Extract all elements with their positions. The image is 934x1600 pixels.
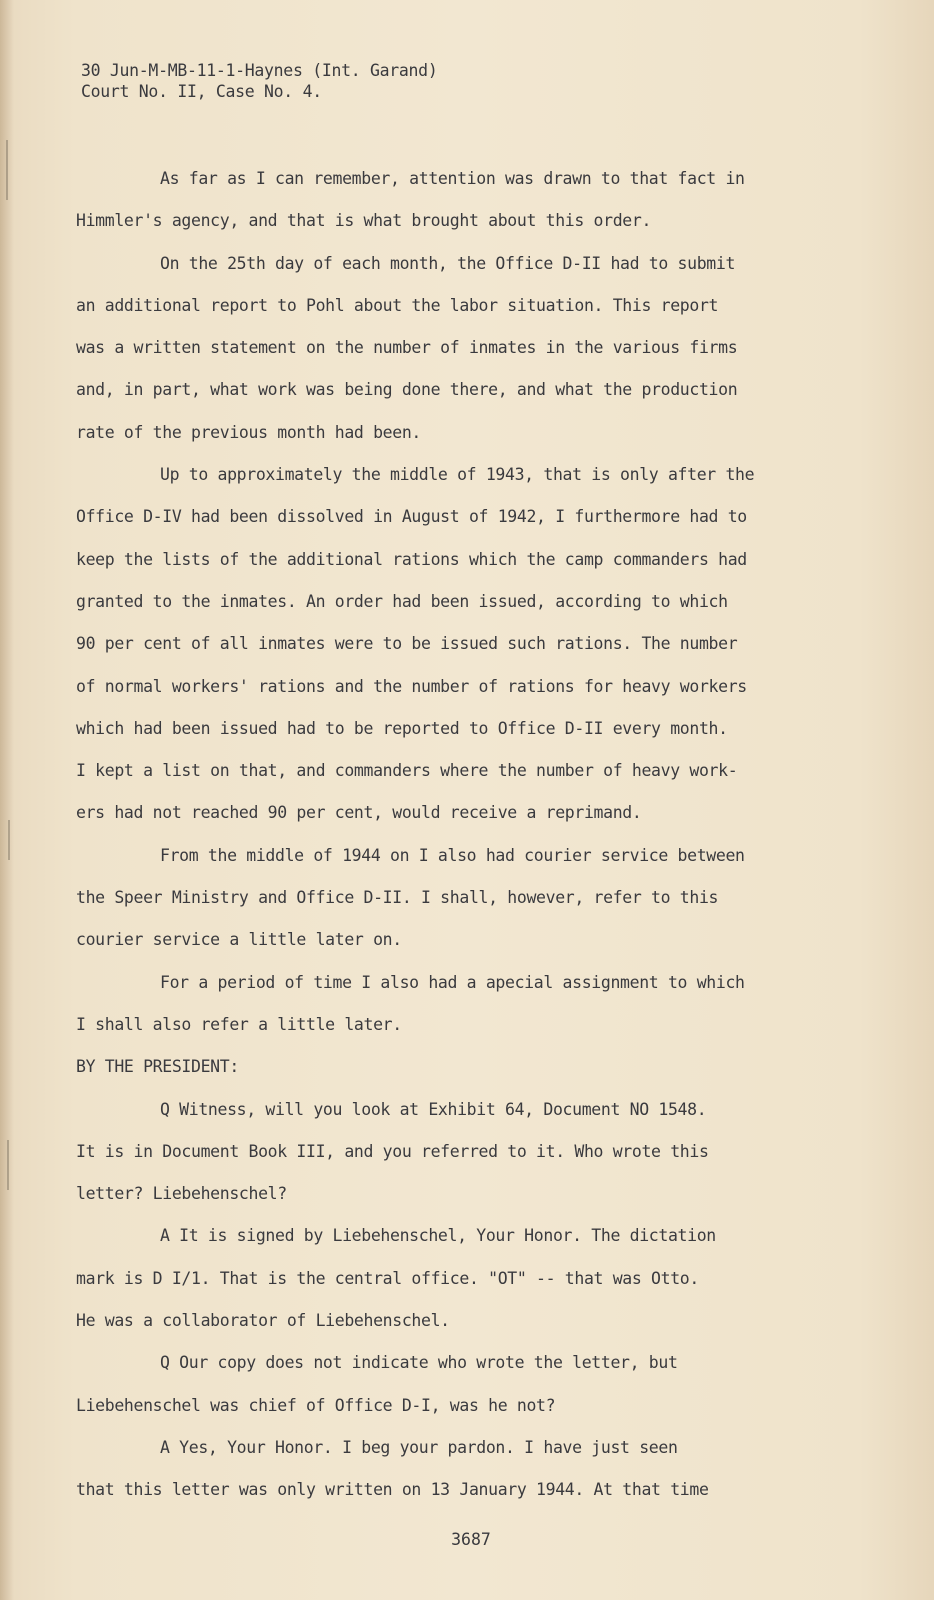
text-line: Liebehenschel was chief of Office D-I, was he not?: [76, 1395, 556, 1415]
text-line: ers had not reached 90 per cent, would receive a reprimand.: [76, 803, 642, 823]
text-line: an additional report to Pohl about the labor situation. This report: [76, 295, 719, 315]
page-number: 3687: [451, 1530, 491, 1549]
text-line: mark is D I/1. That is the central office. "OT" -- that was Otto.: [76, 1268, 699, 1288]
text-line: was a written statement on the number of inmates in the various firms: [76, 338, 738, 358]
text-line: From the middle of 1944 on I also had courier service between: [160, 845, 745, 865]
text-line: A It is signed by Liebehenschel, Your Honor. The dictation: [160, 1226, 716, 1246]
text-line: rate of the previous month had been.: [76, 422, 422, 442]
text-line: Q Our copy does not indicate who wrote the letter, but: [160, 1353, 678, 1373]
text-line: I shall also refer a little later.: [76, 1014, 402, 1034]
transcript-body: [76, 158, 836, 1512]
text-line: He was a collaborator of Liebehenschel.: [76, 1311, 450, 1331]
text-line: Up to approximately the middle of 1943, that is only after the: [160, 465, 755, 485]
text-line: 90 per cent of all inmates were to be issued such rations. The number: [76, 634, 738, 654]
text-line: Q Witness, will you look at Exhibit 64, Document NO 1548.: [160, 1099, 707, 1119]
header-line-1: 30 Jun-M-MB-11-1-Haynes (Int. Garand): [81, 61, 438, 80]
text-line: that this letter was only written on 13 January 1944. At that time: [76, 1480, 709, 1500]
text-line: It is in Document Book III, and you referred to it. Who wrote this: [76, 1141, 709, 1161]
text-line: For a period of time I also had a apecial assignment to which: [160, 972, 745, 992]
header-line-2: Court No. II, Case No. 4.: [81, 82, 322, 101]
text-line: and, in part, what work was being done there, and what the production: [76, 380, 738, 400]
text-line: courier service a little later on.: [76, 930, 402, 950]
document-header: [81, 60, 437, 102]
text-line: I kept a list on that, and commanders where the number of heavy work-: [76, 761, 738, 781]
text-line: As far as I can remember, attention was drawn to that fact in: [160, 169, 745, 188]
text-line: keep the lists of the additional rations which the camp commanders had: [76, 549, 747, 569]
text-line: which had been issued had to be reported to Office D-II every month.: [76, 718, 728, 738]
margin-mark: [6, 140, 8, 200]
text-line: On the 25th day of each month, the Office D-II had to submit: [160, 253, 736, 273]
text-line: Office D-IV had been dissolved in August of 1942, I furthermore had to: [76, 507, 747, 527]
text-line: BY THE PRESIDENT:: [76, 1057, 239, 1077]
text-line: the Speer Ministry and Office D-II. I shall, however, refer to this: [76, 888, 719, 908]
text-line: letter? Liebehenschel?: [76, 1184, 287, 1204]
text-line: Himmler's agency, and that is what brought about this order.: [76, 211, 652, 231]
text-line: of normal workers' rations and the number of rations for heavy workers: [76, 676, 747, 696]
margin-mark: [8, 820, 10, 860]
text-line: A Yes, Your Honor. I beg your pardon. I have just seen: [160, 1437, 678, 1457]
text-line: granted to the inmates. An order had been issued, according to which: [76, 591, 728, 611]
margin-mark: [7, 1140, 9, 1190]
